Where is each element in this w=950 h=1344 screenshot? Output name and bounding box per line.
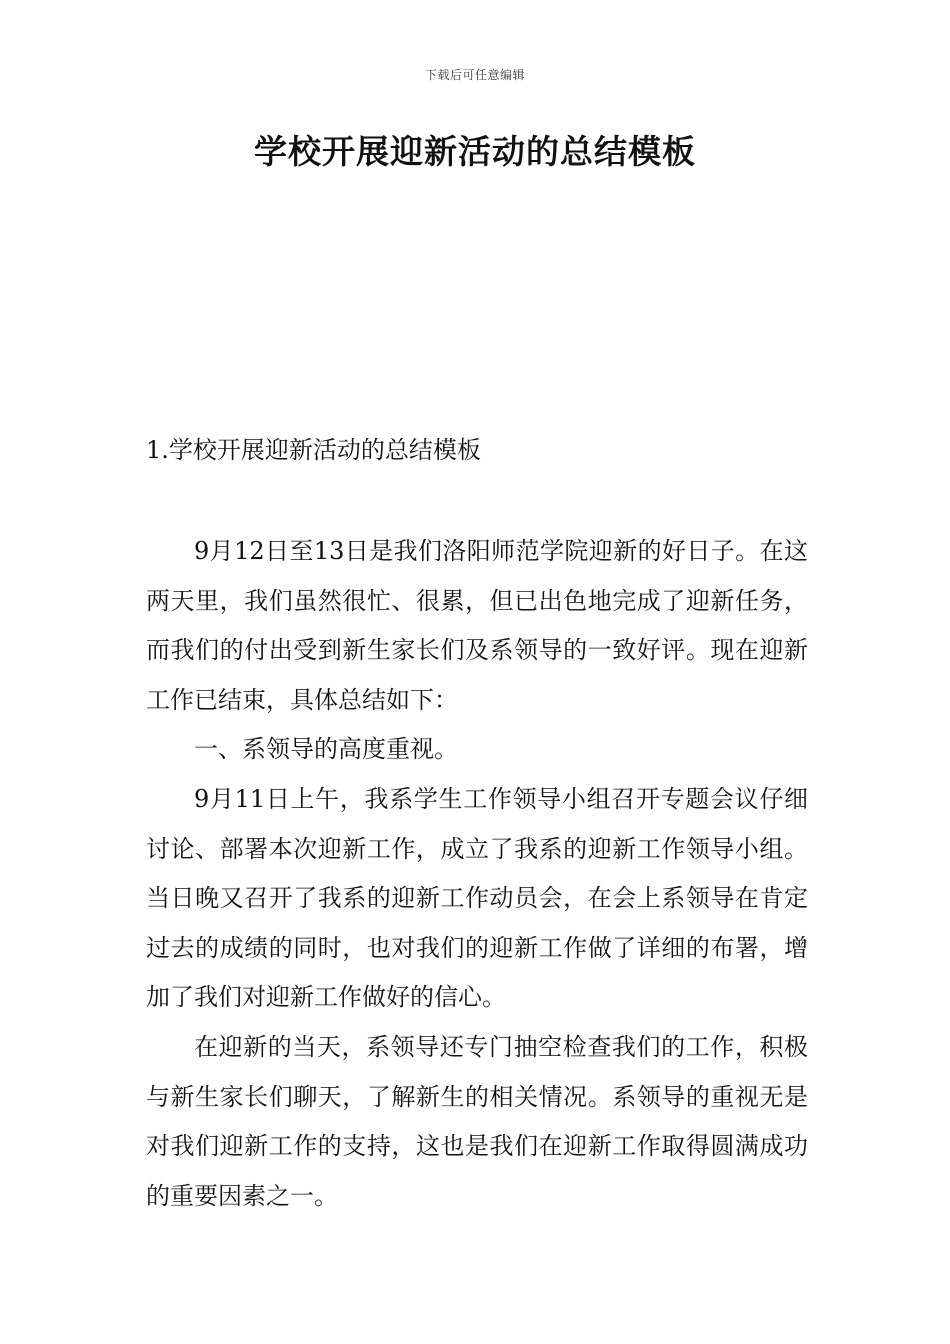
- header-note: 下载后可任意编辑: [424, 68, 525, 82]
- document-body: [146, 527, 808, 1221]
- document-title: 学校开展迎新活动的总结模板: [254, 132, 696, 171]
- paragraph-intro: 9月12日至13日是我们洛阳师范学院迎新的好日子。在这两天里，我们虽然很忙、很累，但已出色地完成了迎新任务，而我们的付出受到新生家长们及系领导的一致好评。现在迎新工作已结束，具体总结如下：: [146, 537, 808, 714]
- section-heading: 1.学校开展迎新活动的总结模板: [146, 436, 481, 464]
- paragraph-subheading: 一、系领导的高度重视。: [194, 735, 458, 764]
- paragraph-meeting: 9月11日上午，我系学生工作领导小组召开专题会议仔细讨论、部署本次迎新工作，成立了我系的迎新工作领导小组。当日晚又召开了我系的迎新工作动员会，在会上系领导在肯定过去的成绩的同时，也对我们的迎新工作做了详细的布署，增加了我们对迎新工作做好的信心。: [146, 784, 808, 1012]
- paragraph-leadership: 在迎新的当天，系领导还专门抽空检查我们的工作，积极与新生家长们聊天，了解新生的相关情况。系领导的重视无是对我们迎新工作的支持，这也是我们在迎新工作取得圆满成功的重要因素之一。: [146, 1032, 808, 1210]
